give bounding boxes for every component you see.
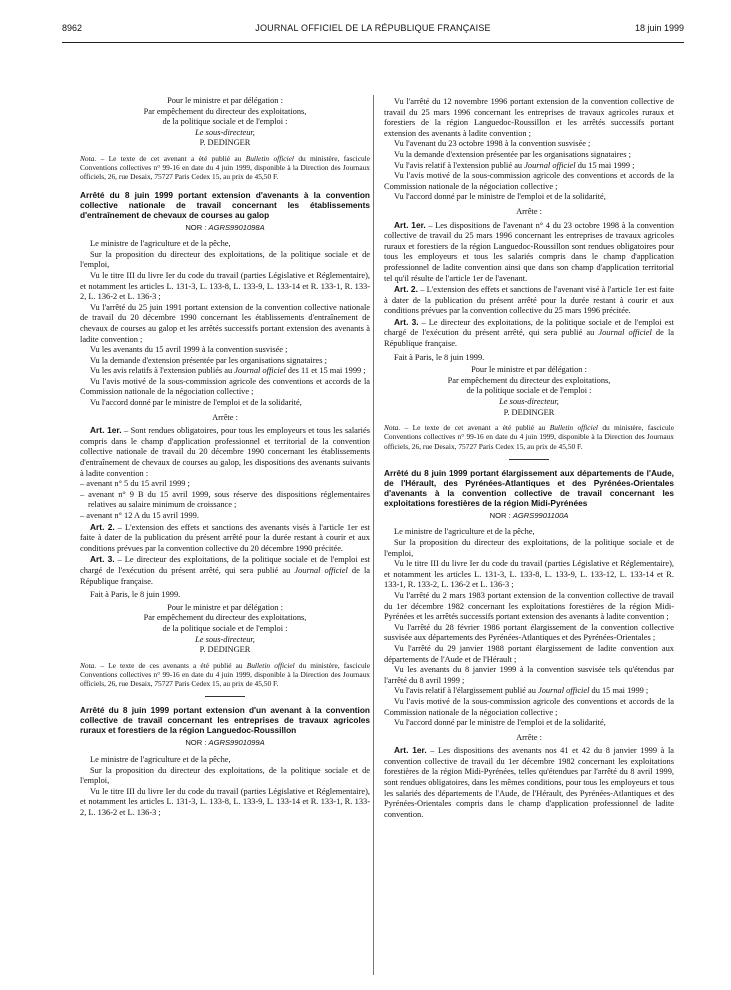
decree-title: Arrêté du 8 juin 1999 portant extension d'avenants à la convention collective nationale de travail concernant les établissements d'entraînement de chevaux de courses au galop	[80, 189, 370, 220]
signatory-name: P. DEDINGER	[503, 407, 555, 417]
signature-line: de la politique sociale et de l'emploi :	[162, 623, 288, 633]
signature-line: Pour le ministre et par délégation :	[167, 602, 283, 612]
signature-line: Par empêchement du directeur des exploitations,	[447, 375, 611, 385]
header-rule	[62, 42, 684, 43]
paragraph: Vu l'avis relatif à l'élargissement publié au Journal officiel du 15 mai 1999 ;	[394, 686, 649, 696]
article: Art. 2. – L'extension des effets et sanctions de l'avenant visé à l'article 1er est faite à dater de la publication du présent arrêté pour la durée restant à courir et aux conditions prévues par la convention collective du 25 mars 1996 précitée.	[384, 284, 674, 316]
paragraph: Vu l'arrêté du 29 janvier 1988 portant élargissement de ladite convention aux départements de l'Aude et de l'Hérault ;	[384, 643, 674, 664]
paragraph: Vu les avenants du 8 janvier 1999 à la convention susvisée tels qu'étendus par l'arrêté du 8 avril 1999 ;	[384, 665, 674, 685]
signature-line: Pour le ministre et par délégation :	[167, 96, 283, 105]
list-item: – avenant n° 5 du 15 avril 1999 ;	[80, 479, 190, 489]
nor-reference: NOR : AGRS9901098A	[185, 222, 265, 232]
arrete-heading: Arrête :	[212, 412, 238, 422]
paragraph: Vu la demande d'extension présentée par les organisations signataires ;	[90, 355, 327, 365]
paragraph: Vu les avis relatifs à l'extension publiés au Journal officiel des 11 et 15 mai 1999 ;	[90, 366, 366, 376]
paragraph: Vu l'arrêté du 2 mars 1983 portant extension de la convention collective de travail du 1er décembre 1982 concernant les exploitations forestières de la région Midi-Pyrénées et les arrêtés successifs portant extension des avenants à ladite convention ;	[384, 590, 674, 622]
signature-line: de la politique sociale et de l'emploi :	[162, 117, 288, 127]
paragraph: Vu l'avis motivé de la sous-commission agricole des conventions et accords de la Commission nationale de la négociation collective ;	[384, 696, 674, 717]
paragraph: Vu l'arrêté du 25 juin 1991 portant extension de la convention collective nationale de travail du 20 décembre 1990 concernant les établissements d'entraînement de chevaux de courses au galop et les arrêtés successifs portant extension des avenants à ladite convention ;	[80, 302, 370, 344]
list-item: – avenant n° 12 A du 15 avril 1999.	[80, 511, 199, 521]
left-column	[80, 96, 370, 819]
paragraph: Le ministre de l'agriculture et de la pêche,	[90, 239, 231, 249]
article: Art. 2. – L'extension des effets et sanctions des avenants visés à l'article 1er est faite à dater de la publication du présent arrêté pour la durée restant à courir et aux conditions prévues par la convention collective du 20 décembre 1990 précitée.	[80, 521, 370, 553]
paragraph: Vu le titre III du livre Ier du code du travail (parties Législative et Réglementaire), et notamment les articles L. 131-3, L. 133-8, L. 133-9, L. 133-14 et R. 133-1, R. 133-2, L. 136-2 et L. 136-3 ;	[80, 786, 370, 817]
paragraph: Vu le titre III du livre Ier du code du travail (parties Législative et Réglementaire), et notamment les articles L. 131-3, L. 133-8, L. 133-9, L. 133-12, L. 133-14 et R. 133-1, R. 133-2, L. 136-2 et L. 136-3 ;	[384, 559, 674, 590]
journal-title: JOURNAL OFFICIEL DE LA RÉPUBLIQUE FRANÇAISE	[255, 23, 491, 33]
paragraph: Le ministre de l'agriculture et de la pêche,	[90, 754, 231, 764]
signature-title: Le sous-directeur,	[195, 634, 255, 644]
avenant-list	[80, 479, 370, 521]
article: Art. 3. – Le directeur des exploitations, de la politique sociale et de l'emploi est chargé de l'exécution du présent arrêté, qui sera publié au Journal officiel de la République française.	[384, 316, 674, 349]
paragraph: Le ministre de l'agriculture et de la pêche,	[394, 527, 535, 537]
signature-block	[80, 603, 370, 656]
issue-date: 18 juin 1999	[634, 23, 684, 33]
paragraph: Vu l'accord donné par le ministre de l'emploi et de la solidarité,	[394, 192, 606, 202]
arrete-heading: Arrête :	[516, 732, 542, 742]
place-date: Fait à Paris, le 8 juin 1999.	[394, 352, 485, 362]
paragraph: Sur la proposition du directeur des exploitations, de la politique sociale et de l'emploi,	[80, 765, 370, 786]
paragraph: Vu l'avis relatif à l'extension publié au Journal officiel du 15 mai 1999 ;	[394, 160, 635, 170]
article: Art. 3. – Le directeur des exploitations, de la politique sociale et de l'emploi est chargé de l'exécution du présent arrêté, qui sera publié au Journal officiel de la République française.	[80, 554, 370, 586]
paragraph: Sur la proposition du directeur des exploitations, de la politique sociale et de l'emploi,	[80, 249, 370, 270]
signature-line: de la politique sociale et de l'emploi :	[466, 386, 592, 396]
place-date: Fait à Paris, le 8 juin 1999.	[90, 590, 181, 600]
page-header	[62, 19, 684, 35]
article: Art. 1er. – Sont rendues obligatoires, pour tous les employeurs et tous les salariés compris dans le champ d'application professionnel et territorial de la convention collective nationale de travail du 20 décembre 1990 concernant les établissements d'entraînement de chevaux de courses au galop, les dispositions des avenants suivants à ladite convention :	[80, 425, 370, 478]
page-number: 8962	[62, 23, 83, 33]
paragraph: Vu la demande d'extension présentée par les organisations signataires ;	[394, 149, 631, 159]
paragraph: Sur la proposition du directeur des exploitations, de la politique sociale et de l'emploi,	[384, 538, 674, 558]
paragraph: Vu l'avenant du 23 octobre 1998 à la convention susvisée ;	[394, 139, 591, 149]
signatory-name: P. DEDINGER	[199, 645, 251, 655]
list-item: – avenant n° 9 B du 15 avril 1999, sous réserve des dispositions réglementaires relatives au salaire minimum de croissance ;	[80, 489, 370, 510]
signature-block	[80, 96, 370, 149]
nota-note: Nota. – Le texte de cet avenant a été publié au Bulletin officiel du ministère, fascicule Conventions collectives n° 99-16 en date du 4 juin 1999, disponible à la Direction des Journaux officiels, 26, rue Desaix, 75727 Paris Cedex 15, au prix de 45,50 F.	[80, 153, 370, 182]
signatory-name: P. DEDINGER	[199, 138, 251, 148]
paragraph: Vu l'avis motivé de la sous-commission agricole des conventions et accords de la Commission nationale de la négociation collective ;	[384, 171, 674, 191]
arrete-heading: Arrête :	[516, 206, 542, 216]
decree-title: Arrêté du 8 juin 1999 portant élargissement aux départements de l'Aude, de l'Hérault, des Pyrénées-Atlantiques et des Pyrénées-Orientales d'avenants à la convention collective de travail concernant les exploitations forestières de la région Midi-Pyrénées	[384, 467, 674, 508]
section-separator	[205, 696, 245, 697]
signature-title: Le sous-directeur,	[499, 397, 559, 407]
paragraph: Vu l'accord donné par le ministre de l'emploi et de la solidarité,	[90, 398, 302, 408]
paragraph: Vu l'accord donné par le ministre de l'emploi et de la solidarité,	[394, 718, 606, 728]
signature-line: Par empêchement du directeur des exploitations,	[143, 106, 307, 116]
paragraph: Vu l'avis motivé de la sous-commission agricole des conventions et accords de la Commission nationale de la négociation collective ;	[80, 376, 370, 397]
nota-note: Nota. – Le texte de cet avenant a été publié au Bulletin officiel du ministère, fascicule Conventions collectives n° 99-16 en date du 4 juin 1999, disponible à la Direction des Journaux officiels, 26, rue Desaix, 75727 Paris Cedex 15, au prix de 45,50 F.	[384, 423, 674, 451]
paragraph: Vu l'arrêté du 12 novembre 1996 portant extension de la convention collective de travail du 25 mars 1996 concernant les entreprises de travaux agricoles ruraux et forestiers de la région Languedoc-Roussillon et les arrêtés successifs portant extension des avenants à ladite convention ;	[384, 97, 674, 138]
decree-title: Arrêté du 8 juin 1999 portant extension d'un avenant à la convention collective de travail concernant les entreprises de travaux agricoles ruraux et forestiers de la région Languedoc-Roussillon	[80, 705, 370, 736]
article: Art. 1er. – Les dispositions des avenants nos 41 et 42 du 8 janvier 1999 à la convention collective de travail du 1er décembre 1982 concernant les exploitations forestières de la région Midi-Pyrénées, telles qu'étendues par l'arrêté du 8 avril 1999, sont rendues obligatoires, dans les mêmes conditions, pour tous les employeurs et tous les salariés des départements de l'Aude, de l'Hérault, des Pyrénées-Atlantiques et des Pyrénées-Orientales compris dans le champ d'application professionnel de ladite convention.	[384, 745, 674, 819]
section-separator	[509, 459, 549, 460]
nota-note: Nota. – Le texte de ces avenants a été publié au Bulletin officiel du ministère, fascicule Conventions collectives n° 99-16 en date du 4 juin 1999, disponible à la Direction des Journaux officiels, 26, rue Desaix, 75727 Paris Cedex 15, au prix de 45,50 F.	[80, 660, 370, 689]
signature-line: Pour le ministre et par délégation :	[471, 365, 587, 375]
signature-block	[384, 365, 674, 418]
paragraph: Vu l'arrêté du 28 février 1986 portant élargissement de la convention collective susvisée aux départements des Pyrénées-Atlantiques et des Pyrénées-Orientales ;	[384, 622, 674, 643]
article: Art. 1er. – Les dispositions de l'avenant n° 4 du 23 octobre 1998 à la convention collective de travail du 25 mars 1996 concernant les entreprises de travaux agricoles ruraux et forestiers de la région Languedoc-Roussillon sont rendues obligatoires pour tous les employeurs et tous les salariés compris dans le champ d'application professionnel de ladite convention ainsi que dans son champ d'application territorial tel qu'il résulte de l'article 1er de l'avenant.	[384, 219, 674, 283]
paragraph: Vu les avenants du 15 avril 1999 à la convention susvisée ;	[90, 345, 288, 355]
paragraph: Vu le titre III du livre Ier du code du travail (parties Législative et Réglementaire), et notamment les articles L. 131-3, L. 133-8, L. 133-9, L. 133-14 et R. 133-1, R. 133-2, L. 136-2 et L. 136-3 ;	[80, 270, 370, 302]
signature-line: Par empêchement du directeur des exploitations,	[143, 613, 307, 623]
signature-title: Le sous-directeur,	[195, 127, 255, 137]
nor-reference: NOR : AGRS9901099A	[185, 738, 265, 748]
column-divider	[373, 95, 374, 975]
nor-reference: NOR : AGRS9901100A	[489, 510, 569, 520]
right-column	[384, 97, 674, 820]
